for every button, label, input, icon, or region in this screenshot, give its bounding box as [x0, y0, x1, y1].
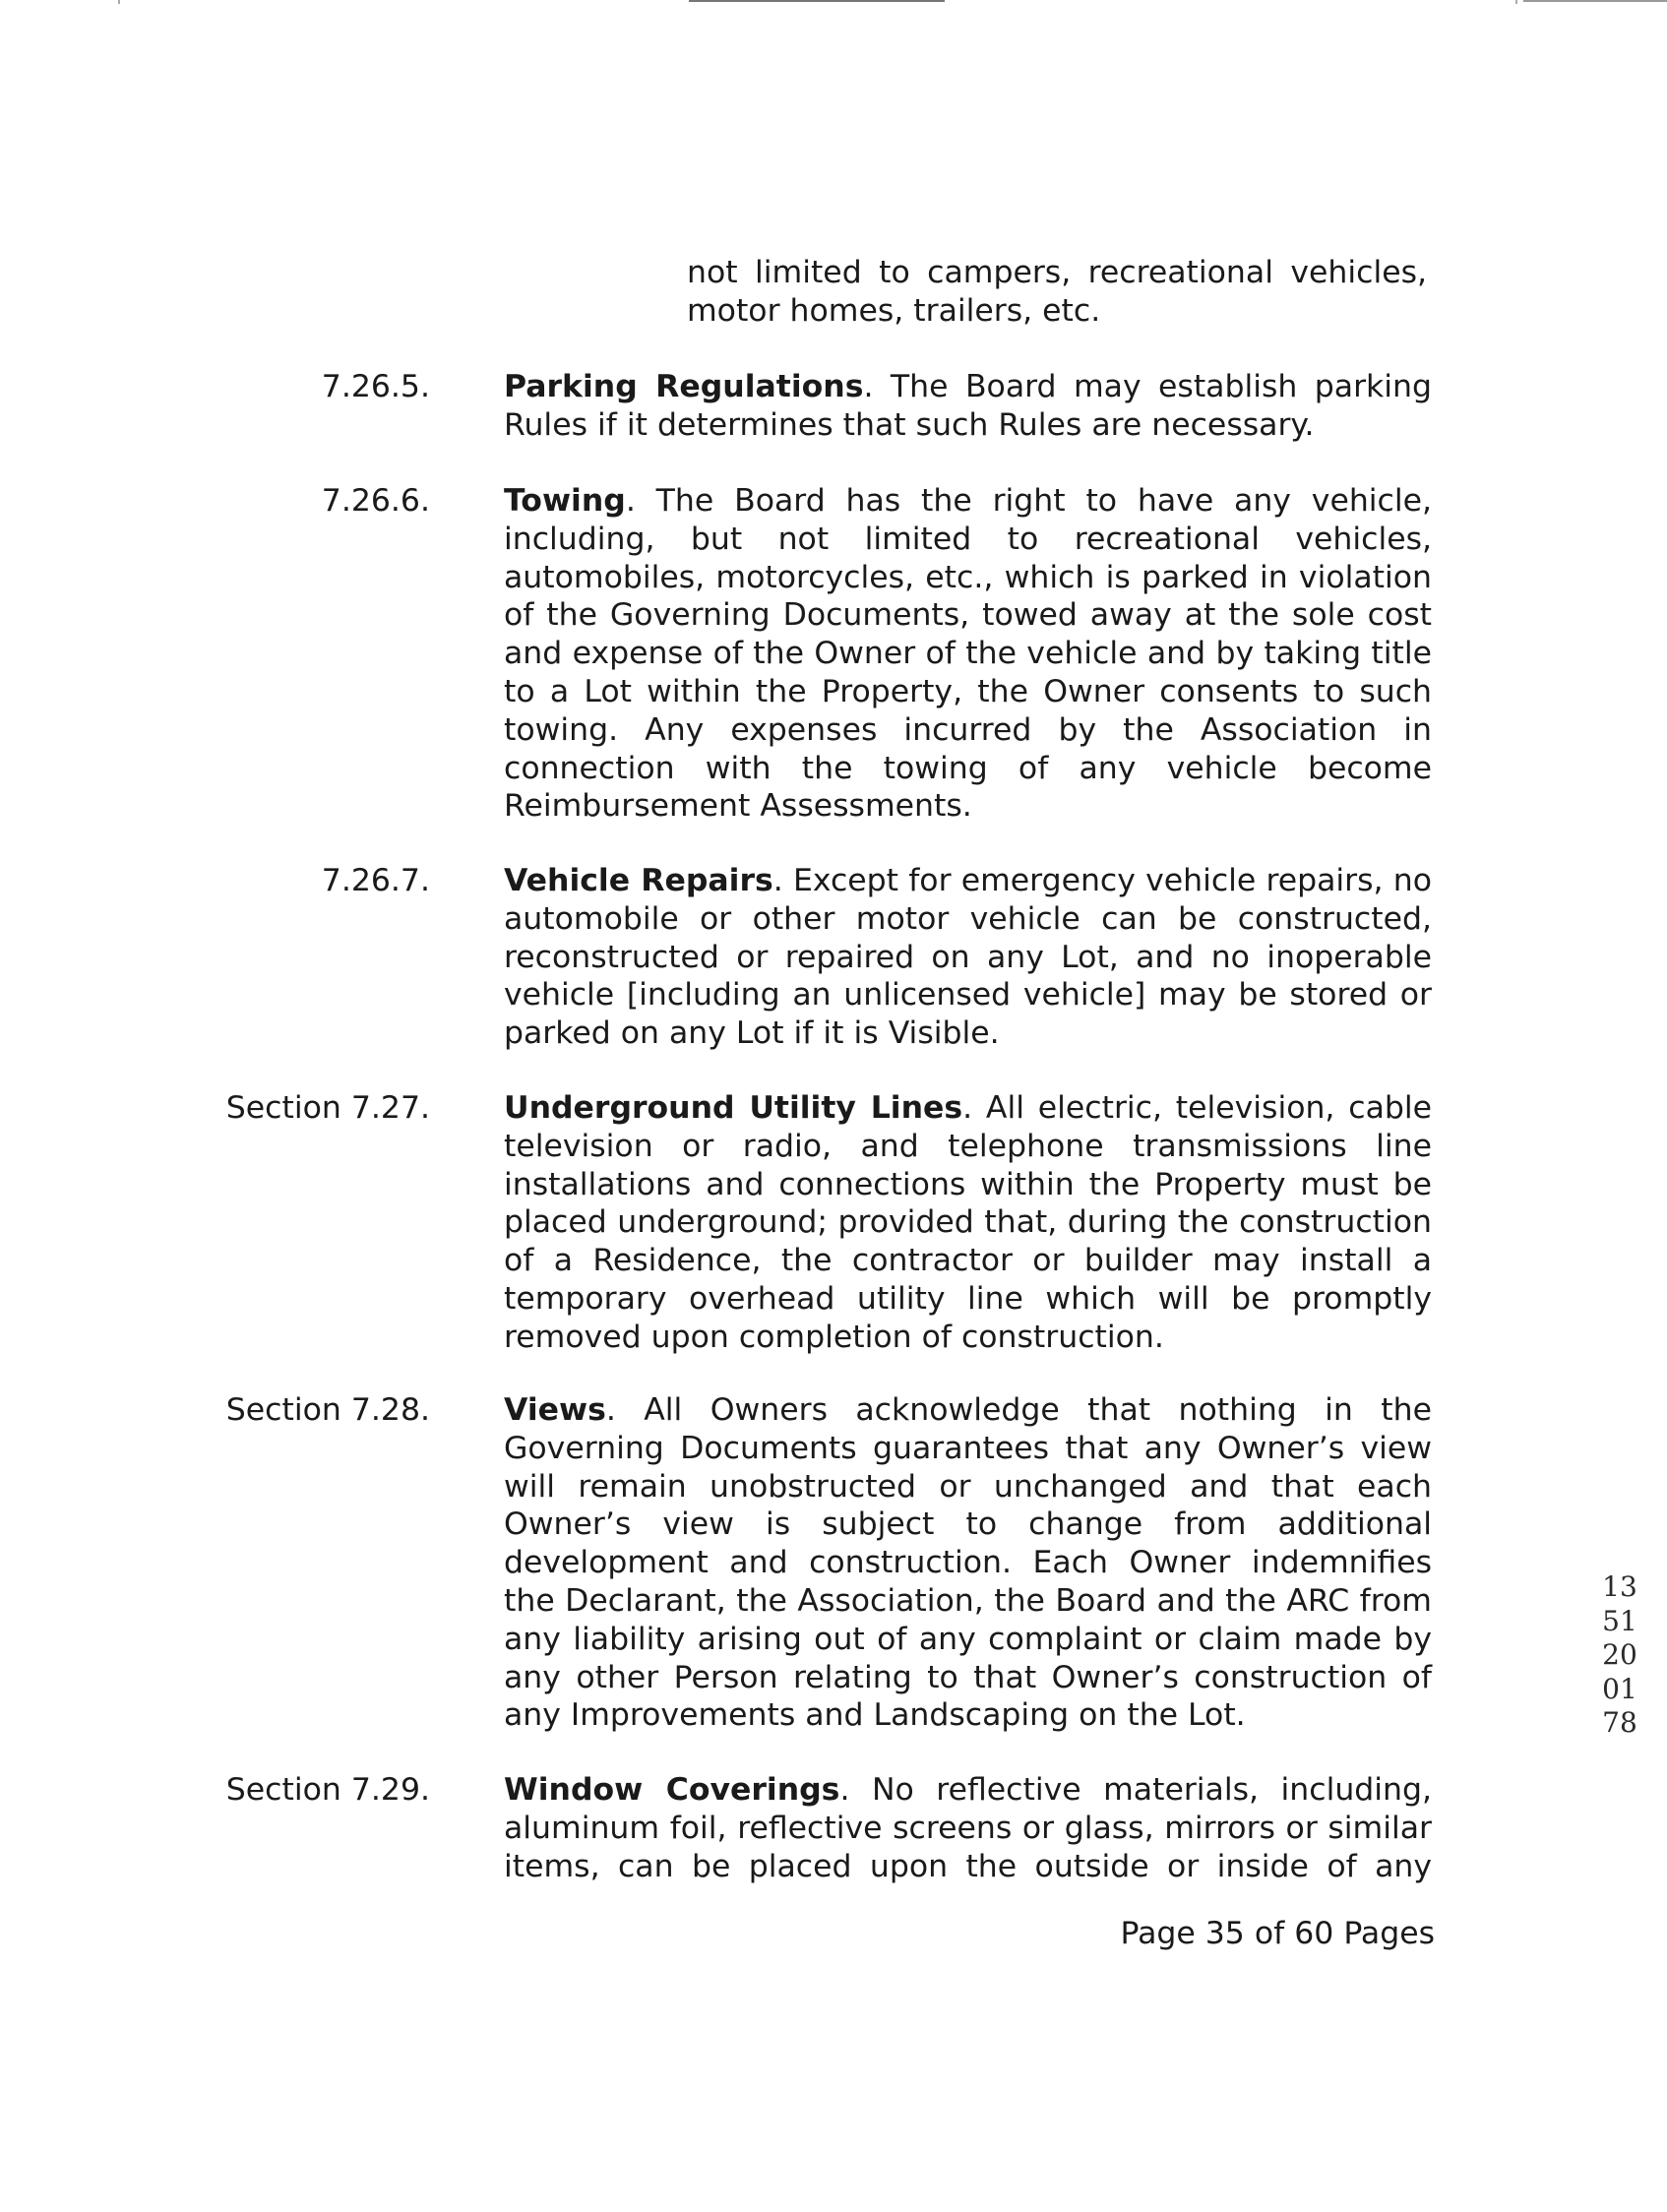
scan-edge-mark — [689, 0, 945, 2]
section-number: 7.26.5. — [321, 369, 430, 404]
section-number: Section 7.27. — [225, 1090, 430, 1126]
section-number: 7.26.6. — [321, 483, 430, 519]
section-text: . All Owners acknowledge that nothing in the Governing Documents guarantees that any Owner’s view will remain unobstructed or unchanged and that each Owner’s view is subject to change from additional development and construction. Each Owner indemnifies the Declarant, the Association, the Board and the ARC from any liability arising out of any complaint or claim made by any other Person relating to that Owner’s construction of any Improvements and Landscaping on the Lot. — [504, 1392, 1432, 1734]
section-heading: Vehicle Repairs — [504, 863, 773, 898]
section-body — [504, 1771, 1432, 1885]
section-text: . Except for emergency vehicle repairs, no automobile or other motor vehicle can be constructed, reconstructed or repaired on any Lot, and no inoperable vehicle [including an unlicensed vehicle] may be stored or parked on any Lot if it is Visible. — [504, 863, 1432, 1052]
section-number: Section 7.28. — [225, 1392, 430, 1428]
section-text: . The Board may establish parking Rules if it determines that such Rules are necessary. — [504, 369, 1432, 443]
section-text: . The Board has the right to have any vehicle, including, but not limited to recreational vehicles, automobiles, motorcycles, etc., which is parked in violation of the Governing Documents, towed away at the sole cost and expense of the Owner of the vehicle and by taking title to a Lot within the Property, the Owner consents to such towing. Any expenses incurred by the Association in connection with the towing of any vehicle become Reimbursement Assessments. — [504, 483, 1432, 825]
section-heading: Underground Utility Lines — [504, 1090, 963, 1126]
section-heading: Parking Regulations — [504, 369, 864, 404]
section-body — [504, 1089, 1432, 1357]
section-heading: Views — [504, 1392, 606, 1428]
continuation-line: not limited to campers, recreational vehicles, — [687, 255, 1427, 290]
section-text: . No reflective materials, including, aluminum foil, reflective screens or glass, mirrors or similar items, can be placed upon the outside or inside of any — [504, 1772, 1432, 1884]
scan-edge-mark — [1515, 0, 1517, 4]
section-heading: Window Coverings — [504, 1772, 840, 1808]
section-text: . All electric, television, cable television or radio, and telephone transmissions line installations and connections within the Property must be placed underground; provided that, during the construction of a Residence, the contractor or builder may install a temporary overhead utility line which will be promptly removed upon completion of construction. — [504, 1090, 1432, 1355]
section-body — [504, 1391, 1432, 1735]
section-number: 7.26.7. — [321, 863, 430, 898]
continuation-line: motor homes, trailers, etc. — [687, 293, 1101, 329]
section-body — [504, 368, 1432, 445]
recording-number-stamp: 1351200178 — [1602, 1570, 1637, 1739]
page-number: Page 35 of 60 Pages — [1120, 1916, 1435, 1951]
section-heading: Towing — [504, 483, 626, 519]
scan-edge-mark — [1523, 0, 1667, 2]
section-body — [504, 862, 1432, 1053]
section-body — [504, 482, 1432, 826]
scan-edge-mark — [118, 0, 120, 4]
section-number: Section 7.29. — [225, 1772, 430, 1808]
